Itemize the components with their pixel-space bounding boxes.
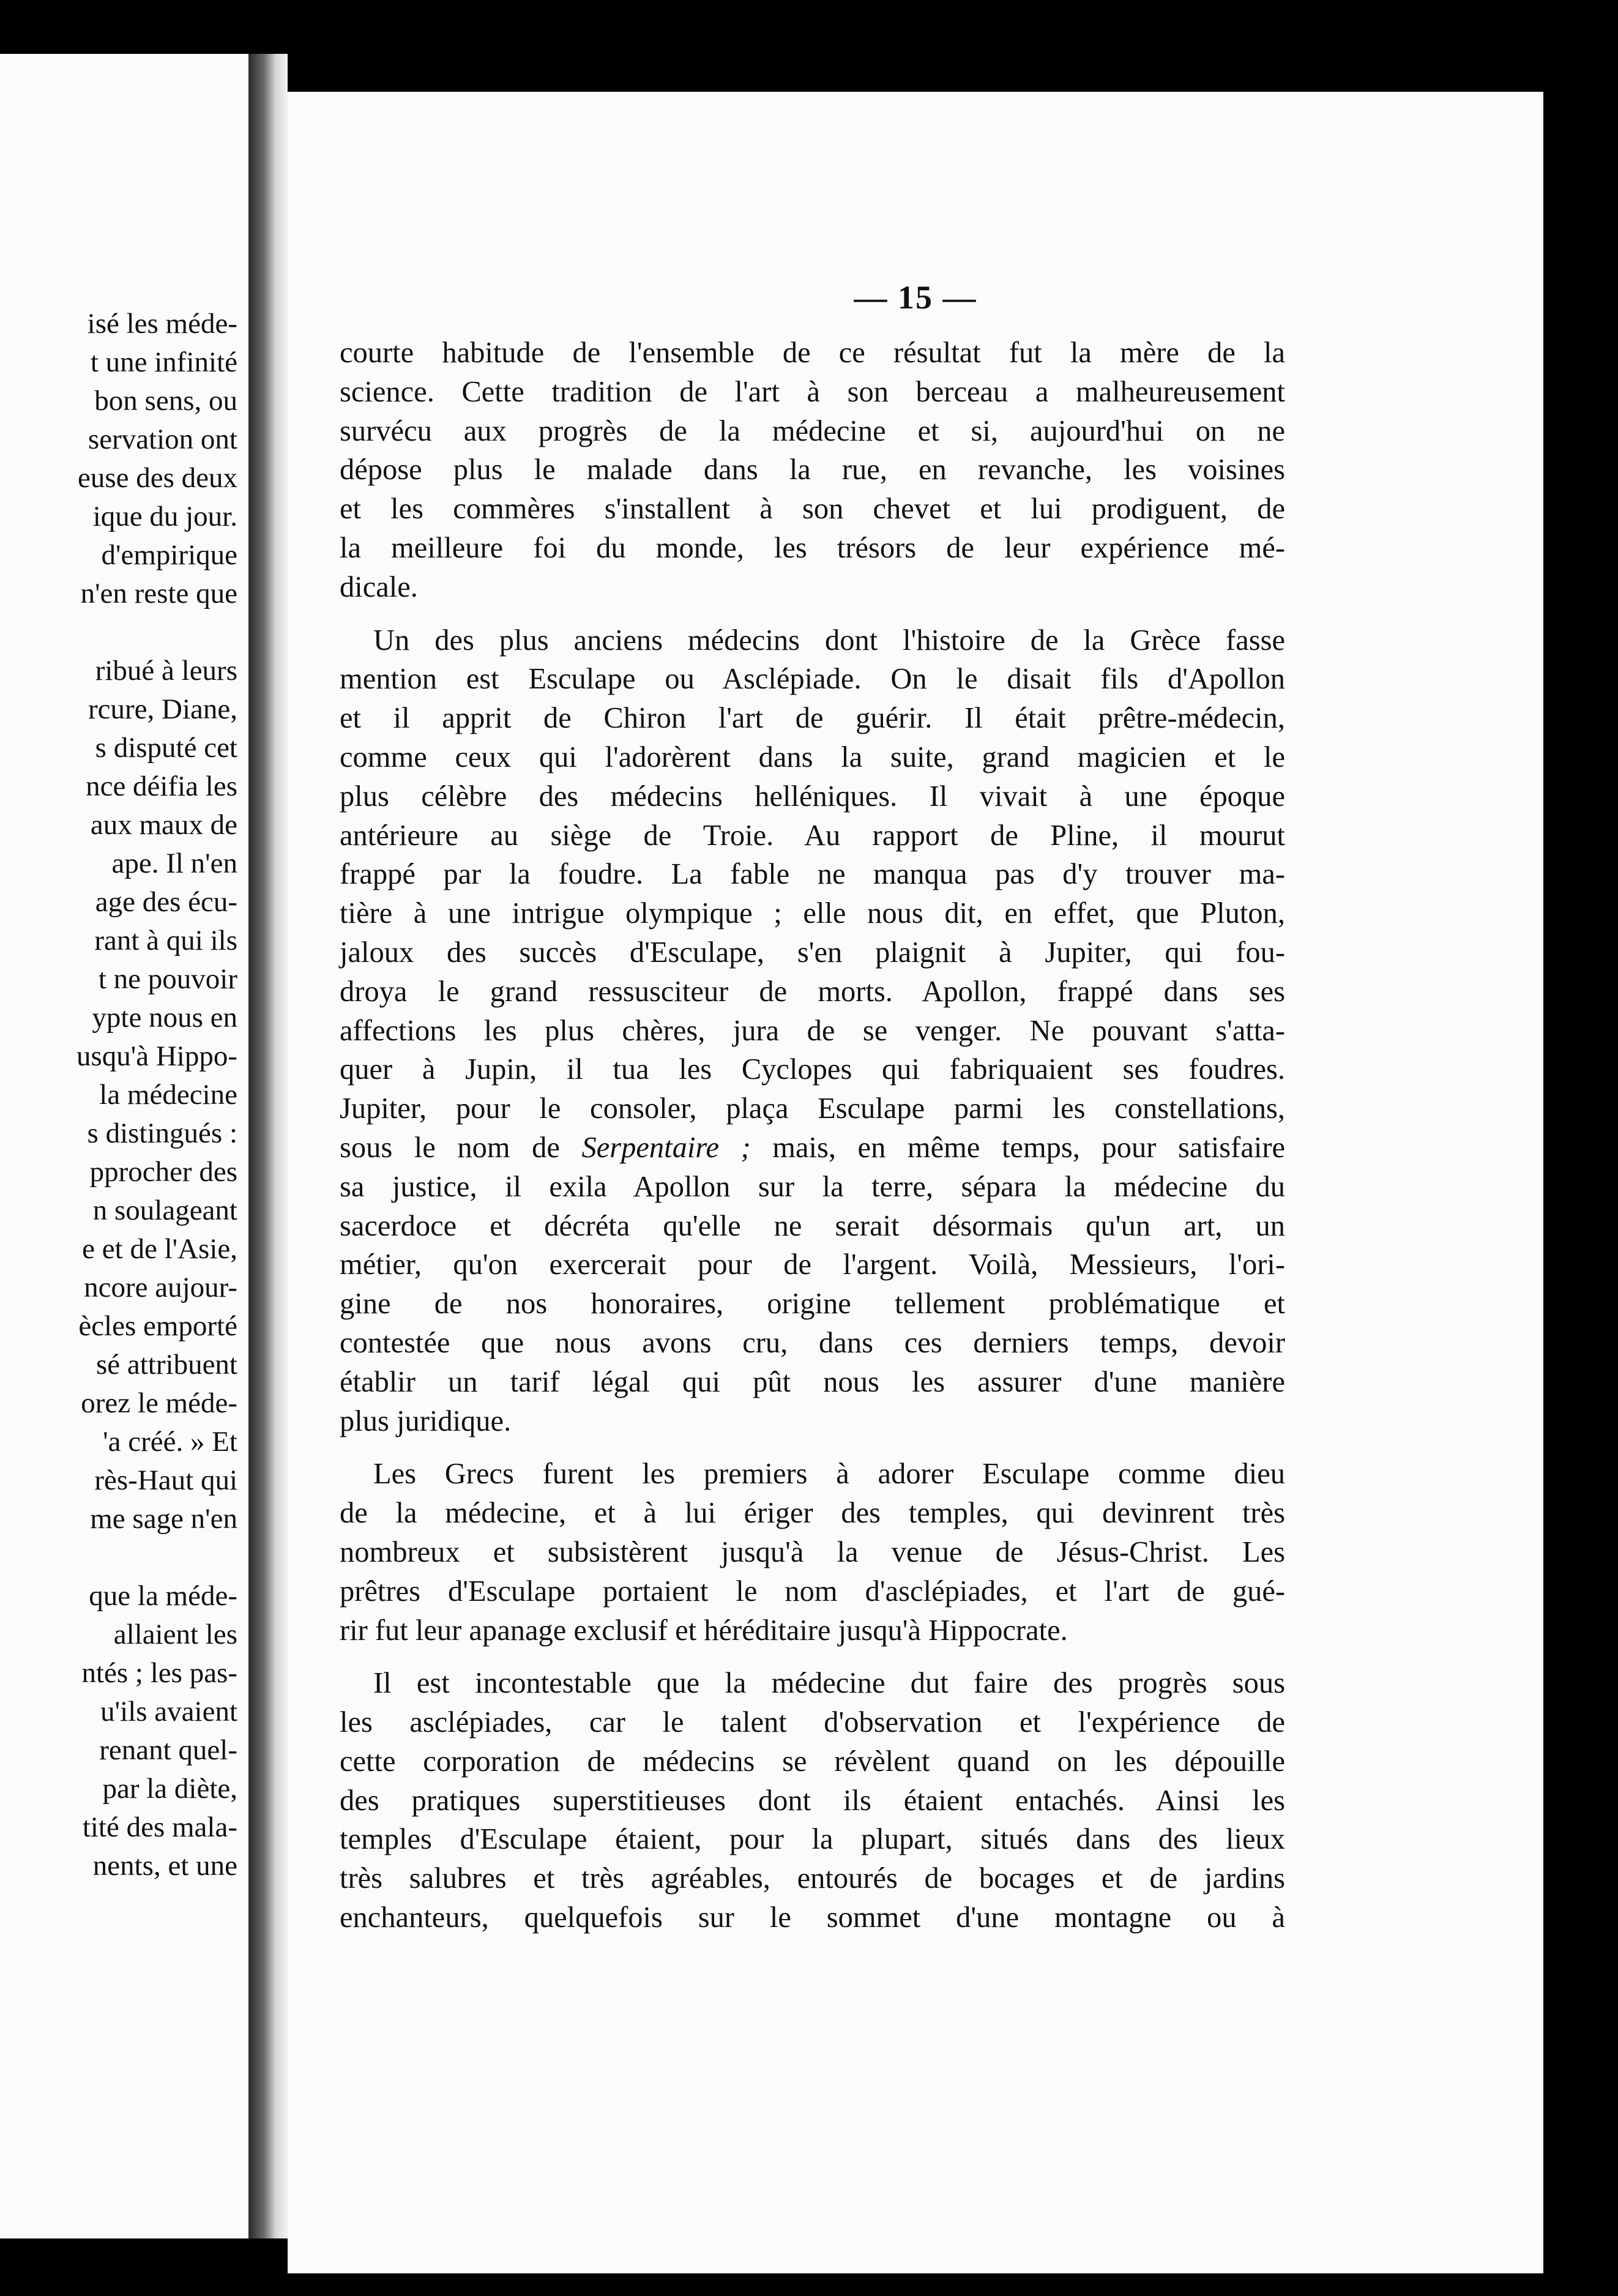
left-text-line: nents, et une [92,1850,237,1882]
text-line: Un des plus anciens médecins dont l'histoire de la Grèce fasse [373,624,1285,657]
text-line: frappé par la foudre. La fable ne manqua pas d'y trouver ma- [340,858,1285,891]
paragraph-2 [340,621,1285,1441]
left-text-line: t ne pouvoir [98,963,237,995]
left-text-line: pprocher des [89,1156,237,1188]
left-page [0,54,248,2238]
text-line: gine de nos honoraires, origine tellement problématique et [340,1288,1285,1321]
text-line: science. Cette tradition de l'art à son berceau a malheureusement [340,375,1285,408]
text-segment: mais, en même temps, pour satisfaire [750,1131,1285,1164]
left-text-line: s disputé cet [95,732,237,764]
text-line: survécu aux progrès de la médecine et si, aujourd'hui on ne [340,414,1285,447]
text-line: comme ceux qui l'adorèrent dans la suite, grand magicien et le [340,740,1285,773]
text-line: dépose plus le malade dans la rue, en revanche, les voisines [340,453,1285,486]
text-line: sa justice, il exila Apollon sur la terre, sépara la médecine du [340,1170,1285,1203]
left-text-line: rant à qui ils [94,925,237,956]
text-line: antérieure au siège de Troie. Au rapport de Pline, il mourut [340,819,1285,852]
left-text-line: nce déifia les [86,770,237,802]
paragraph-1 [340,334,1285,607]
text-line: des pratiques superstitieuses dont ils étaient entachés. Ainsi les [340,1784,1285,1817]
text-line: courte habitude de l'ensemble de ce résultat fut la mère de la [340,337,1285,369]
text-line: nombreux et subsistèrent jusqu'à la venue de Jésus-Christ. Les [340,1535,1285,1568]
left-text-line: s distingués : [87,1117,237,1149]
left-text-line: rès-Haut qui [94,1464,237,1496]
left-text-line: que la méde- [89,1580,237,1612]
page-number: — 15 — [854,279,977,316]
paragraph-3 [340,1455,1285,1650]
text-segment: sous le nom de [340,1131,582,1164]
text-line: cette corporation de médecins se révèlent quand on les dépouille [340,1745,1285,1778]
text-line: temples d'Esculape étaient, pour la plupart, situés dans des lieux [340,1823,1285,1856]
paragraph-gap [0,613,237,652]
text-line: jaloux des succès d'Esculape, s'en plaignit à Jupiter, qui fou- [340,936,1285,969]
text-line: et les commères s'installent à son chevet et lui prodiguent, de [340,493,1285,526]
text-line: établir un tarif légal qui pût nous les assurer d'une manière [340,1365,1285,1398]
left-text-line: bon sens, ou [94,385,237,417]
left-text-line: sé attribuent [95,1349,237,1381]
paragraph-gap [0,1538,237,1577]
text-line: et il apprit de Chiron l'art de guérir. Il était prêtre-médecin, [340,702,1285,735]
text-line [340,1128,1285,1168]
left-text-line: ypte nous en [92,1002,237,1034]
text-line: rir fut leur apanage exclusif et héréditaire jusqu'à Hippocrate. [340,1614,1068,1647]
left-text-line: d'empirique [101,539,237,571]
right-page [288,92,1543,2273]
left-text-line: usqu'à Hippo- [76,1040,237,1072]
left-text-line: 'a créé. » Et [103,1426,237,1458]
left-text-line: orez le méde- [81,1387,237,1419]
left-text-line: servation ont [88,423,237,455]
left-text-line: rcure, Diane, [88,693,237,725]
left-text-line: u'ils avaient [100,1696,237,1728]
text-line: sacerdoce et décréta qu'elle ne serait désormais qu'un art, un [340,1209,1285,1242]
left-text-line: n soulageant [92,1195,237,1226]
text-line: plus célèbre des médecins helléniques. Il vivait à une époque [340,780,1285,813]
left-page-text [0,305,237,1885]
left-text-line: me sage n'en [90,1503,237,1535]
text-line: Les Grecs furent les premiers à adorer Esculape comme dieu [373,1458,1285,1491]
text-line: prêtres d'Esculape portaient le nom d'asclépiades, et l'art de gué- [340,1575,1285,1608]
left-text-line: ncore aujour- [84,1272,237,1303]
text-line: métier, qu'on exercerait pour de l'argent. Voilà, Messieurs, l'ori- [340,1248,1285,1281]
text-line: Jupiter, pour le consoler, plaça Esculape parmi les constellations, [340,1092,1285,1125]
text-line: contestée que nous avons cru, dans ces derniers temps, devoir [340,1326,1285,1359]
left-text-line: e et de l'Asie, [82,1233,237,1265]
text-line: dicale. [340,570,418,603]
paragraph-4 [340,1664,1285,1937]
text-line: plus juridique. [340,1404,512,1437]
text-line: les asclépiades, car le talent d'observation et l'expérience de [340,1706,1285,1739]
text-line: enchanteurs, quelquefois sur le sommet d'une montagne ou à [340,1901,1285,1934]
book-spine [248,54,288,2238]
left-text-line: age des écu- [95,886,237,918]
text-line: mention est Esculape ou Asclépiade. On le disait fils d'Apollon [340,663,1285,696]
left-text-line: n'en reste que [80,578,237,609]
text-line: Il est incontestable que la médecine dut faire des progrès sous [373,1667,1285,1700]
text-line: affections les plus chères, jura de se venger. Ne pouvant s'atta- [340,1014,1285,1047]
left-text-line: par la diète, [102,1773,237,1805]
left-text-line: t une infinité [90,346,237,378]
body-text [340,334,1285,1951]
left-text-line: aux maux de [90,809,237,841]
left-text-line: renant quel- [99,1734,237,1766]
left-text-line: euse des deux [77,462,237,494]
italic-term: Serpentaire ; [581,1131,751,1164]
left-text-line: tité des mala- [82,1811,237,1843]
left-text-line: ape. Il n'en [111,848,237,879]
text-line: droya le grand ressusciteur de morts. Apollon, frappé dans ses [340,975,1285,1008]
left-text-line: ribué à leurs [95,655,237,687]
left-text-line: ntés ; les pas- [81,1657,237,1689]
left-text-line: isé les méde- [87,308,237,340]
text-line: très salubres et très agréables, entourés de bocages et de jardins [340,1862,1285,1895]
left-text-line: ique du jour. [92,501,237,532]
text-line: de la médecine, et à lui ériger des temples, qui devinrent très [340,1497,1285,1530]
text-line: quer à Jupin, il tua les Cyclopes qui fabriquaient ses foudres. [340,1053,1285,1086]
left-text-line: la médecine [99,1079,237,1111]
left-text-line: ècles emporté [78,1310,237,1342]
text-line: tière à une intrigue olympique ; elle nous dit, en effet, que Pluton, [340,897,1285,930]
left-text-line: allaient les [113,1619,237,1650]
text-line: la meilleure foi du monde, les trésors de leur expérience mé- [340,531,1285,564]
